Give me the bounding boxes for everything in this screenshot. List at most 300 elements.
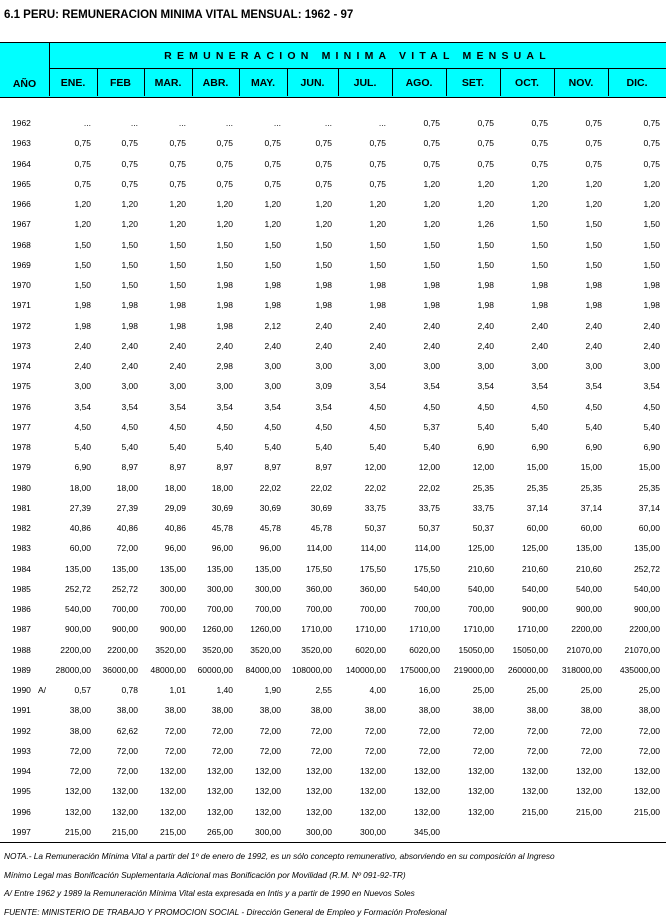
value-cell: 72,00 [211, 745, 233, 756]
value-cell: 38,00 [526, 705, 548, 716]
value-cell: 50,37 [472, 523, 494, 533]
value-cell: 132,00 [160, 766, 186, 776]
table-row [0, 458, 666, 478]
value-cell: 540,00 [522, 583, 548, 594]
value-cell: 40,86 [69, 523, 91, 533]
value-cell: 1,20 [169, 219, 186, 230]
value-cell: 2200,00 [571, 624, 602, 635]
value-cell: 84000,00 [245, 664, 281, 675]
table-row [0, 823, 666, 843]
note-1: NOTA.- La Remuneración Mínima Vital a partir del 1º de enero de 1992, es un sólo concepto remunerativo, absorviendo en su composición al Ingreso [4, 851, 555, 861]
value-cell: 300,00 [160, 583, 186, 594]
value-cell: 1,98 [369, 300, 386, 311]
value-cell: 4,50 [315, 421, 332, 432]
value-cell: 132,00 [65, 806, 91, 817]
value-cell: 25,35 [580, 482, 602, 493]
value-cell: 1,20 [643, 199, 660, 209]
value-cell: 1,20 [264, 199, 281, 209]
value-cell: 5,40 [369, 442, 386, 452]
value-cell: 1710,00 [517, 624, 548, 635]
table-row [0, 560, 666, 580]
value-cell: 1,20 [169, 199, 186, 209]
value-cell: 1,20 [74, 219, 91, 230]
value-cell: 360,00 [306, 583, 332, 594]
value-cell: 4,50 [169, 421, 186, 432]
value-cell: 0,75 [121, 178, 138, 189]
value-cell: 1,98 [531, 300, 548, 311]
value-cell: 3,54 [643, 381, 660, 392]
value-cell: 2,40 [169, 340, 186, 351]
value-cell: 1,98 [121, 320, 138, 331]
value-cell: 33,75 [418, 502, 440, 513]
value-cell: 1,50 [643, 259, 660, 270]
value-cell: 72,00 [472, 745, 494, 756]
value-cell: 132,00 [306, 766, 332, 776]
value-cell: 0,75 [315, 178, 332, 189]
value-cell: 1,98 [169, 320, 186, 331]
value-cell: 132,00 [360, 766, 386, 776]
value-cell: 1,98 [74, 300, 91, 311]
value-cell: 25,00 [472, 685, 494, 695]
value-cell: 3,00 [423, 361, 440, 371]
value-cell: 1,20 [477, 178, 494, 189]
value-cell: 15050,00 [458, 644, 494, 655]
value-cell: 4,50 [264, 421, 281, 432]
value-cell: 1,50 [264, 239, 281, 250]
value-cell: 3,54 [74, 401, 91, 412]
value-cell: 435000,00 [619, 664, 660, 675]
value-cell: 300,00 [360, 826, 386, 837]
value-cell: 1710,00 [301, 624, 332, 635]
year-cell: 1987 [12, 624, 31, 635]
value-cell: 1260,00 [250, 624, 281, 635]
column-divider [239, 68, 240, 96]
table-row [0, 762, 666, 782]
value-cell: 215,00 [522, 806, 548, 817]
value-cell: 1,20 [531, 199, 548, 209]
value-cell: 0,75 [169, 178, 186, 189]
value-cell: 114,00 [414, 543, 440, 554]
value-cell: 132,00 [414, 806, 440, 817]
value-cell: 72,00 [116, 766, 138, 776]
value-cell: 72,00 [259, 745, 281, 756]
table-row [0, 256, 666, 276]
column-divider [144, 68, 145, 96]
value-cell: 1,98 [121, 300, 138, 311]
value-cell: 5,40 [477, 421, 494, 432]
value-cell: 72,00 [259, 725, 281, 736]
value-cell: 132,00 [255, 806, 281, 817]
value-cell: 1,50 [585, 219, 602, 230]
value-cell: 1,20 [585, 178, 602, 189]
value-cell: 1,50 [585, 259, 602, 270]
value-cell: 0,75 [264, 178, 281, 189]
value-cell: 15,00 [638, 462, 660, 473]
value-cell: 12,00 [472, 462, 494, 473]
column-divider [97, 68, 98, 96]
value-cell: 1,98 [216, 300, 233, 311]
value-cell: 1,98 [169, 300, 186, 311]
value-cell: 96,00 [259, 543, 281, 554]
value-cell: 48000,00 [150, 664, 186, 675]
value-cell: 300,00 [255, 826, 281, 837]
value-cell: 215,00 [112, 826, 138, 837]
value-cell: 38,00 [364, 705, 386, 716]
value-cell: 0,75 [169, 158, 186, 169]
value-cell: 1,26 [477, 219, 494, 230]
table-row [0, 195, 666, 215]
value-cell: 72,00 [310, 725, 332, 736]
value-cell: 900,00 [522, 604, 548, 614]
month-header: SET. [461, 77, 485, 89]
value-cell: 2,40 [531, 340, 548, 351]
month-header: FEB [110, 77, 131, 89]
value-cell: 4,50 [531, 401, 548, 412]
value-cell: 1,50 [121, 259, 138, 270]
column-divider [392, 68, 393, 96]
value-cell: 6,90 [477, 442, 494, 452]
value-cell: 132,00 [160, 806, 186, 817]
value-cell: 72,00 [638, 745, 660, 756]
year-cell: 1974 [12, 361, 31, 371]
value-cell: 0,75 [216, 158, 233, 169]
year-cell: 1968 [12, 239, 31, 250]
value-cell: 1,20 [121, 219, 138, 230]
value-cell: 1,20 [216, 219, 233, 230]
value-cell: 8,97 [121, 462, 138, 473]
value-cell: 0,75 [531, 158, 548, 169]
value-cell: 3,54 [264, 401, 281, 412]
value-cell: 1,50 [121, 280, 138, 290]
value-cell: 108000,00 [291, 664, 332, 675]
value-cell: 72,00 [638, 725, 660, 736]
value-cell: 36000,00 [102, 664, 138, 675]
value-cell: 72,00 [164, 725, 186, 736]
value-cell: 3,00 [121, 381, 138, 392]
value-cell: 72,00 [164, 745, 186, 756]
value-cell: 0,78 [121, 685, 138, 695]
value-cell: 215,00 [576, 806, 602, 817]
value-cell: ... [178, 118, 186, 128]
year-cell: 1975 [12, 381, 31, 392]
value-cell: 900,00 [65, 624, 91, 635]
value-cell: 0,75 [585, 118, 602, 128]
column-divider [446, 68, 447, 96]
month-header: AGO. [405, 77, 433, 89]
value-cell: 1,50 [315, 259, 332, 270]
value-cell: 28000,00 [55, 664, 91, 675]
value-cell: 540,00 [414, 583, 440, 594]
value-cell: 33,75 [472, 502, 494, 513]
value-cell: 132,00 [207, 806, 233, 817]
value-cell: 72,00 [526, 725, 548, 736]
value-cell: 3,54 [169, 401, 186, 412]
year-header: AÑO [12, 78, 37, 90]
value-cell: 1,98 [643, 300, 660, 311]
value-cell: 3,09 [315, 381, 332, 392]
value-cell: 175000,00 [399, 664, 440, 675]
year-cell: 1985 [12, 583, 31, 594]
value-cell: 260000,00 [507, 664, 548, 675]
value-cell: 0,75 [216, 138, 233, 149]
value-cell: 25,00 [638, 685, 660, 695]
value-cell: 0,75 [643, 138, 660, 149]
value-cell: 132,00 [522, 786, 548, 797]
value-cell: 38,00 [472, 705, 494, 716]
value-cell: 1,98 [531, 280, 548, 290]
source-note: FUENTE: MINISTERIO DE TRABAJO Y PROMOCION SOCIAL - Dirección General de Empleo y Formación Profesional [4, 907, 447, 917]
value-cell: 1,50 [643, 239, 660, 250]
value-cell: 38,00 [116, 705, 138, 716]
table-row [0, 155, 666, 175]
table-row [0, 782, 666, 802]
value-cell: 0,75 [74, 138, 91, 149]
value-cell: 2,40 [315, 320, 332, 331]
value-cell: 700,00 [360, 604, 386, 614]
value-cell: 2,40 [585, 320, 602, 331]
value-cell: 0,75 [423, 158, 440, 169]
table-row [0, 398, 666, 418]
column-divider [554, 68, 555, 96]
header-rule [49, 68, 666, 69]
value-cell: 1,20 [315, 199, 332, 209]
value-cell: 21070,00 [566, 644, 602, 655]
table-row [0, 701, 666, 721]
value-cell: 3,00 [585, 361, 602, 371]
value-cell: 0,75 [477, 118, 494, 128]
value-cell: 25,35 [526, 482, 548, 493]
value-cell: 0,75 [369, 178, 386, 189]
value-cell: 22,02 [418, 482, 440, 493]
value-cell: 72,00 [69, 766, 91, 776]
value-cell: 38,00 [164, 705, 186, 716]
year-cell: 1971 [12, 300, 31, 311]
value-cell: 2,40 [585, 340, 602, 351]
value-cell: 2,98 [216, 361, 233, 371]
value-cell: 72,00 [116, 543, 138, 554]
value-cell: 135,00 [576, 543, 602, 554]
table-row [0, 479, 666, 499]
value-cell: 3,00 [477, 361, 494, 371]
value-cell: 3520,00 [155, 644, 186, 655]
value-cell: 1260,00 [202, 624, 233, 635]
value-cell: 2,40 [531, 320, 548, 331]
value-cell: 62,62 [116, 725, 138, 736]
value-cell: 1,20 [369, 219, 386, 230]
value-cell: 0,75 [477, 138, 494, 149]
year-cell: 1995 [12, 786, 31, 797]
value-cell: 1,50 [74, 239, 91, 250]
value-cell: 30,69 [310, 502, 332, 513]
year-cell: 1973 [12, 340, 31, 351]
value-cell: 40,86 [164, 523, 186, 533]
year-cell: 1969 [12, 259, 31, 270]
column-divider [338, 68, 339, 96]
value-cell: 2,40 [74, 340, 91, 351]
value-cell: 114,00 [306, 543, 332, 554]
table-row [0, 114, 666, 134]
table-row [0, 337, 666, 357]
value-cell: 96,00 [164, 543, 186, 554]
value-cell: 0,75 [315, 158, 332, 169]
year-cell: 1970 [12, 280, 31, 290]
value-cell: 132,00 [255, 766, 281, 776]
value-cell: 38,00 [259, 705, 281, 716]
month-header: ABR. [202, 77, 229, 89]
value-cell: 3,00 [643, 361, 660, 371]
value-cell: 60,00 [638, 523, 660, 533]
value-cell: 8,97 [264, 462, 281, 473]
table-row [0, 519, 666, 539]
value-cell: 175,50 [306, 563, 332, 574]
value-cell: 72,00 [310, 745, 332, 756]
value-cell: 135,00 [65, 563, 91, 574]
value-cell: 900,00 [112, 624, 138, 635]
value-cell: 15050,00 [512, 644, 548, 655]
value-cell: 6,90 [585, 442, 602, 452]
value-cell: 1,98 [264, 280, 281, 290]
value-cell: 1,40 [216, 685, 233, 695]
value-cell: 45,78 [211, 523, 233, 533]
value-cell: 40,86 [116, 523, 138, 533]
year-cell: 1981 [12, 502, 31, 513]
month-header: OCT. [515, 77, 539, 89]
page-title: 6.1 PERU: REMUNERACION MINIMA VITAL MENSUAL: 1962 - 97 [4, 9, 354, 21]
value-cell: 132,00 [306, 786, 332, 797]
value-cell: 3,54 [423, 381, 440, 392]
super-header: REMUNERACION MINIMA VITAL MENSUAL [164, 50, 551, 62]
value-cell: 252,72 [634, 563, 660, 574]
value-cell: 132,00 [306, 806, 332, 817]
value-cell: 900,00 [634, 604, 660, 614]
value-cell: 175,50 [360, 563, 386, 574]
value-cell: 5,40 [423, 442, 440, 452]
value-cell: 135,00 [112, 563, 138, 574]
value-cell: 2,40 [315, 340, 332, 351]
value-cell: 25,00 [580, 685, 602, 695]
value-cell: 132,00 [360, 786, 386, 797]
value-cell: 1,20 [423, 219, 440, 230]
year-cell: 1972 [12, 320, 31, 331]
value-cell: 72,00 [580, 725, 602, 736]
value-cell: 5,40 [531, 421, 548, 432]
value-cell: 3,00 [531, 361, 548, 371]
value-cell: 18,00 [164, 482, 186, 493]
value-cell: 0,75 [74, 178, 91, 189]
value-cell: 132,00 [634, 766, 660, 776]
value-cell: 5,40 [169, 442, 186, 452]
value-cell: 4,00 [369, 685, 386, 695]
value-cell: 1,01 [169, 685, 186, 695]
value-cell: 1710,00 [463, 624, 494, 635]
year-cell: 1976 [12, 401, 31, 412]
value-cell: 38,00 [638, 705, 660, 716]
value-cell: 22,02 [364, 482, 386, 493]
value-cell: 8,97 [315, 462, 332, 473]
value-cell: 29,09 [164, 502, 186, 513]
value-cell: 132,00 [360, 806, 386, 817]
table-row [0, 742, 666, 762]
value-cell: 1,20 [369, 199, 386, 209]
value-cell: 1,50 [74, 259, 91, 270]
value-cell: 8,97 [169, 462, 186, 473]
value-cell: 1,50 [264, 259, 281, 270]
value-cell: 18,00 [116, 482, 138, 493]
value-cell: 1,98 [643, 280, 660, 290]
value-cell: 1,98 [585, 300, 602, 311]
value-cell: 1,98 [369, 280, 386, 290]
value-cell: 132,00 [112, 806, 138, 817]
value-cell: 30,69 [211, 502, 233, 513]
value-cell: 3,00 [315, 361, 332, 371]
value-cell: 132,00 [207, 786, 233, 797]
value-cell: 2,40 [369, 320, 386, 331]
value-cell: 0,75 [531, 118, 548, 128]
value-cell: 0,75 [121, 158, 138, 169]
value-cell: 1,50 [315, 239, 332, 250]
value-cell: 50,37 [364, 523, 386, 533]
value-cell: 1,20 [423, 199, 440, 209]
value-cell: 2,40 [423, 340, 440, 351]
table-row [0, 276, 666, 296]
value-cell: 38,00 [580, 705, 602, 716]
value-cell: 0,75 [315, 138, 332, 149]
value-cell: 132,00 [468, 766, 494, 776]
value-cell: 6020,00 [409, 644, 440, 655]
value-cell: 38,00 [69, 725, 91, 736]
value-cell: 0,75 [423, 118, 440, 128]
value-cell: 300,00 [306, 826, 332, 837]
value-cell: 50,37 [418, 523, 440, 533]
value-cell: 60,00 [69, 543, 91, 554]
value-cell: 0,75 [643, 158, 660, 169]
value-cell: 345,00 [414, 826, 440, 837]
value-cell: 16,00 [418, 685, 440, 695]
value-cell: 25,35 [472, 482, 494, 493]
value-cell: 2,40 [643, 340, 660, 351]
value-cell: 2,40 [264, 340, 281, 351]
value-cell: 6,90 [643, 442, 660, 452]
value-cell: 540,00 [468, 583, 494, 594]
year-cell: 1966 [12, 199, 31, 209]
footer-rule [0, 842, 666, 843]
value-cell: 3,54 [477, 381, 494, 392]
value-cell: 1,90 [264, 685, 281, 695]
value-cell: 132,00 [468, 786, 494, 797]
value-cell: 72,00 [526, 745, 548, 756]
table-row [0, 580, 666, 600]
value-cell: 2200,00 [60, 644, 91, 655]
year-cell: 1982 [12, 523, 31, 533]
table-row [0, 681, 666, 701]
value-cell: 3,00 [264, 381, 281, 392]
value-cell: 1,50 [585, 239, 602, 250]
value-cell: 135,00 [160, 563, 186, 574]
value-cell: 1,50 [643, 219, 660, 230]
value-cell: 4,50 [423, 401, 440, 412]
value-cell: 1,20 [74, 199, 91, 209]
value-cell: 5,40 [216, 442, 233, 452]
value-cell: 318000,00 [561, 664, 602, 675]
value-cell: 1,98 [315, 300, 332, 311]
value-cell: ... [225, 118, 233, 128]
value-cell: 12,00 [418, 462, 440, 473]
value-cell: 0,75 [477, 158, 494, 169]
value-cell: 1,20 [585, 199, 602, 209]
value-cell: 2200,00 [107, 644, 138, 655]
value-cell: 4,50 [477, 401, 494, 412]
column-divider [287, 68, 288, 96]
